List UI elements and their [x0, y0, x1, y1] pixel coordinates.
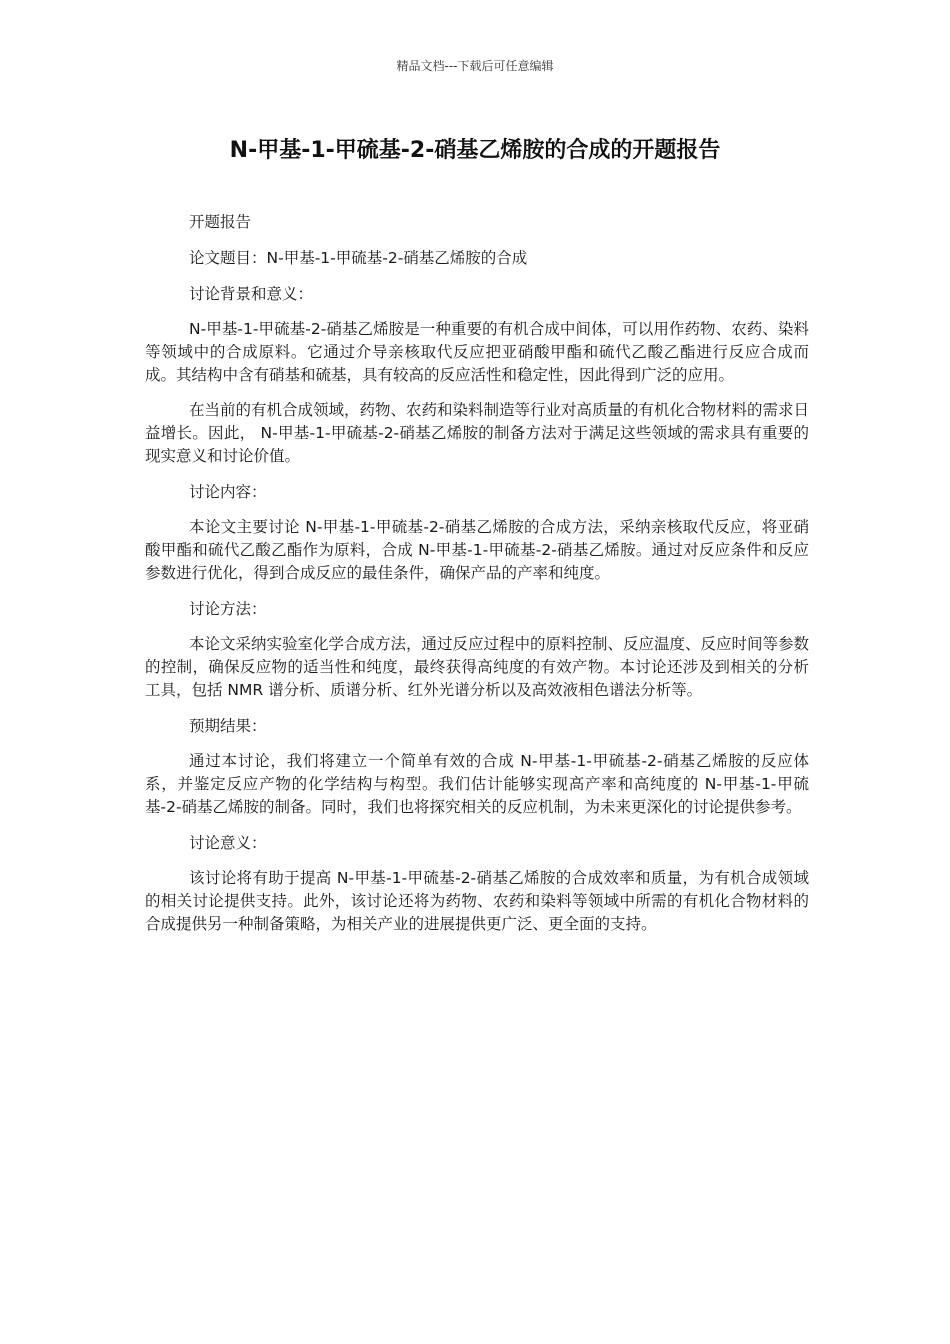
- section-heading-expected: 预期结果：: [189, 717, 267, 735]
- document-title: N-甲基-1-甲硫基-2-硝基乙烯胺的合成的开题报告: [229, 138, 721, 163]
- paragraph-expected-1: 通过本讨论，我们将建立一个简单有效的合成 N-甲基-1-甲硫基-2-硝基乙烯胺的反应体系，并鉴定反应产物的化学结构与构型。我们估计能够实现高产率和高纯度的 N-甲基-1-甲硫基-2-硝基乙烯胺的制备。同时，我们也将探究相关的反应机制，为未来更深化的讨论提供参考。: [145, 752, 809, 816]
- report-label: 开题报告: [189, 213, 252, 231]
- paragraph-significance-1: 该讨论将有助于提高 N-甲基-1-甲硫基-2-硝基乙烯胺的合成效率和质量，为有机合成领域的相关讨论提供支持。此外，该讨论还将为药物、农药和染料等领域中所需的有机化合物材料的合成提供另一种制备策略，为相关产业的进展提供更广泛、更全面的支持。: [145, 869, 809, 933]
- section-heading-method: 讨论方法：: [189, 600, 267, 618]
- section-heading-background: 讨论背景和意义：: [189, 285, 314, 303]
- running-header: 精品文档---下载后可任意编辑: [396, 59, 554, 73]
- paragraph-background-1: N-甲基-1-甲硫基-2-硝基乙烯胺是一种重要的有机合成中间体，可以用作药物、农药、染料等领域中的合成原料。它通过介导亲核取代反应把亚硝酸甲酯和硫代乙酸乙酯进行反应合成而成。其结构中含有硝基和硫基，具有较高的反应活性和稳定性，因此得到广泛的应用。: [145, 320, 809, 384]
- thesis-title-line: 论文题目：N-甲基-1-甲硫基-2-硝基乙烯胺的合成: [189, 249, 528, 267]
- document-body: [145, 210, 809, 948]
- paragraph-content-1: 本论文主要讨论 N-甲基-1-甲硫基-2-硝基乙烯胺的合成方法，采纳亲核取代反应，将亚硝酸甲酯和硫代乙酸乙酯作为原料，合成 N-甲基-1-甲硫基-2-硝基乙烯胺。通过对反应条件和反应参数进行优化，得到合成反应的最佳条件，确保产品的产率和纯度。: [145, 518, 809, 582]
- paragraph-background-2: 在当前的有机合成领域，药物、农药和染料制造等行业对高质量的有机化合物材料的需求日益增长。因此， N-甲基-1-甲硫基-2-硝基乙烯胺的制备方法对于满足这些领域的需求具有重要的现实意义和讨论价值。: [145, 401, 810, 465]
- section-heading-content: 讨论内容：: [189, 483, 267, 501]
- paragraph-method-1: 本论文采纳实验室化学合成方法，通过反应过程中的原料控制、反应温度、反应时间等参数的控制，确保反应物的适当性和纯度，最终获得高纯度的有效产物。本讨论还涉及到相关的分析工具，包括 NMR 谱分析、质谱分析、红外光谱分析以及高效液相色谱法分析等。: [145, 635, 810, 699]
- section-heading-significance: 讨论意义：: [189, 834, 267, 852]
